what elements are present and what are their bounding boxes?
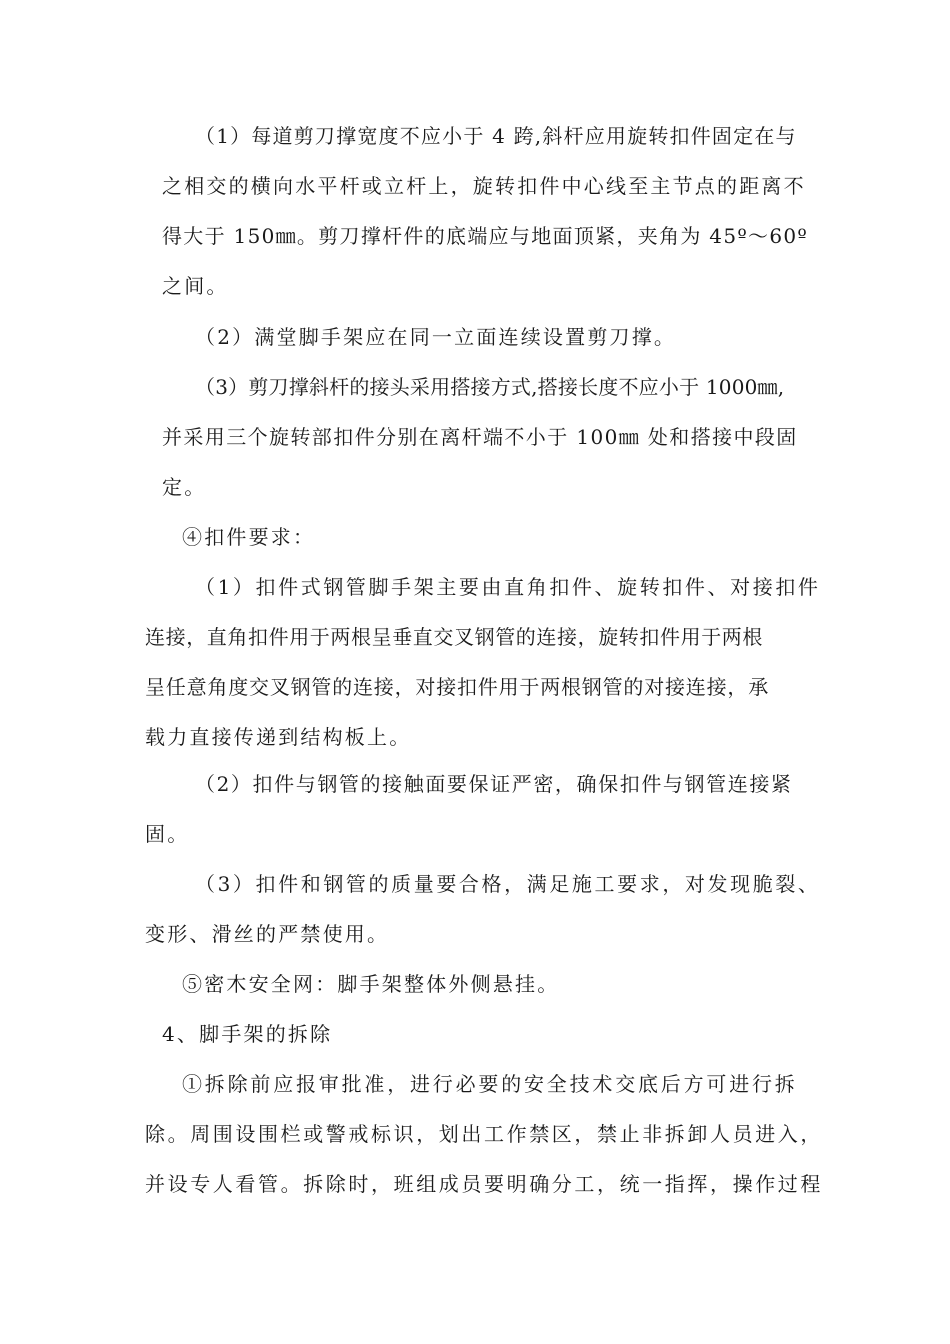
section-heading: 4、脚手架的拆除: [162, 1022, 333, 1046]
text-line: 载力直接传递到结构板上。: [145, 725, 412, 749]
text-line: 之间。: [162, 274, 229, 298]
text-line: （3）剪刀撑斜杆的接头采用搭接方式,搭接长度不应小于 1000㎜,: [195, 375, 785, 399]
text-line: （3）扣件和钢管的质量要合格，满足施工要求，对发现脆裂、: [195, 872, 821, 896]
text-line: 除。周围设围栏或警戒标识，划出工作禁区，禁止非拆卸人员进入，: [145, 1122, 823, 1146]
text-line: （1）扣件式钢管脚手架主要由直角扣件、旋转扣件、对接扣件: [195, 575, 821, 599]
text-line: 定。: [162, 475, 207, 499]
text-line: 得大于 150㎜。剪刀撑杆件的底端应与地面顶紧，夹角为 45º～60º: [162, 224, 809, 248]
section-heading: ⑤密木安全网：脚手架整体外侧悬挂。: [182, 972, 560, 996]
text-line: 并采用三个旋转部扣件分别在离杆端不小于 100㎜ 处和搭接中段固: [162, 425, 798, 449]
text-line: 呈任意角度交叉钢管的连接，对接扣件用于两根钢管的对接连接，承: [145, 675, 769, 699]
text-line: 固。: [145, 822, 190, 846]
text-line: 并设专人看管。拆除时，班组成员要明确分工，统一指挥，操作过程: [145, 1172, 823, 1196]
section-heading: ④扣件要求：: [182, 525, 316, 549]
text-line: ①拆除前应报审批准，进行必要的安全技术交底后方可进行拆: [182, 1072, 798, 1096]
text-line: 连接，直角扣件用于两根呈垂直交叉钢管的连接，旋转扣件用于两根: [145, 625, 763, 649]
text-line: 之相交的横向水平杆或立杆上，旋转扣件中心线至主节点的距离不: [162, 174, 806, 198]
text-line: 变形、滑丝的严禁使用。: [145, 922, 390, 946]
text-line: （2）扣件与钢管的接触面要保证严密，确保扣件与钢管连接紧: [195, 772, 793, 796]
text-line: （2）满堂脚手架应在同一立面连续设置剪刀撑。: [195, 325, 677, 349]
text-line: （1）每道剪刀撑宽度不应小于 4 跨,斜杆应用旋转扣件固定在与: [195, 124, 797, 148]
